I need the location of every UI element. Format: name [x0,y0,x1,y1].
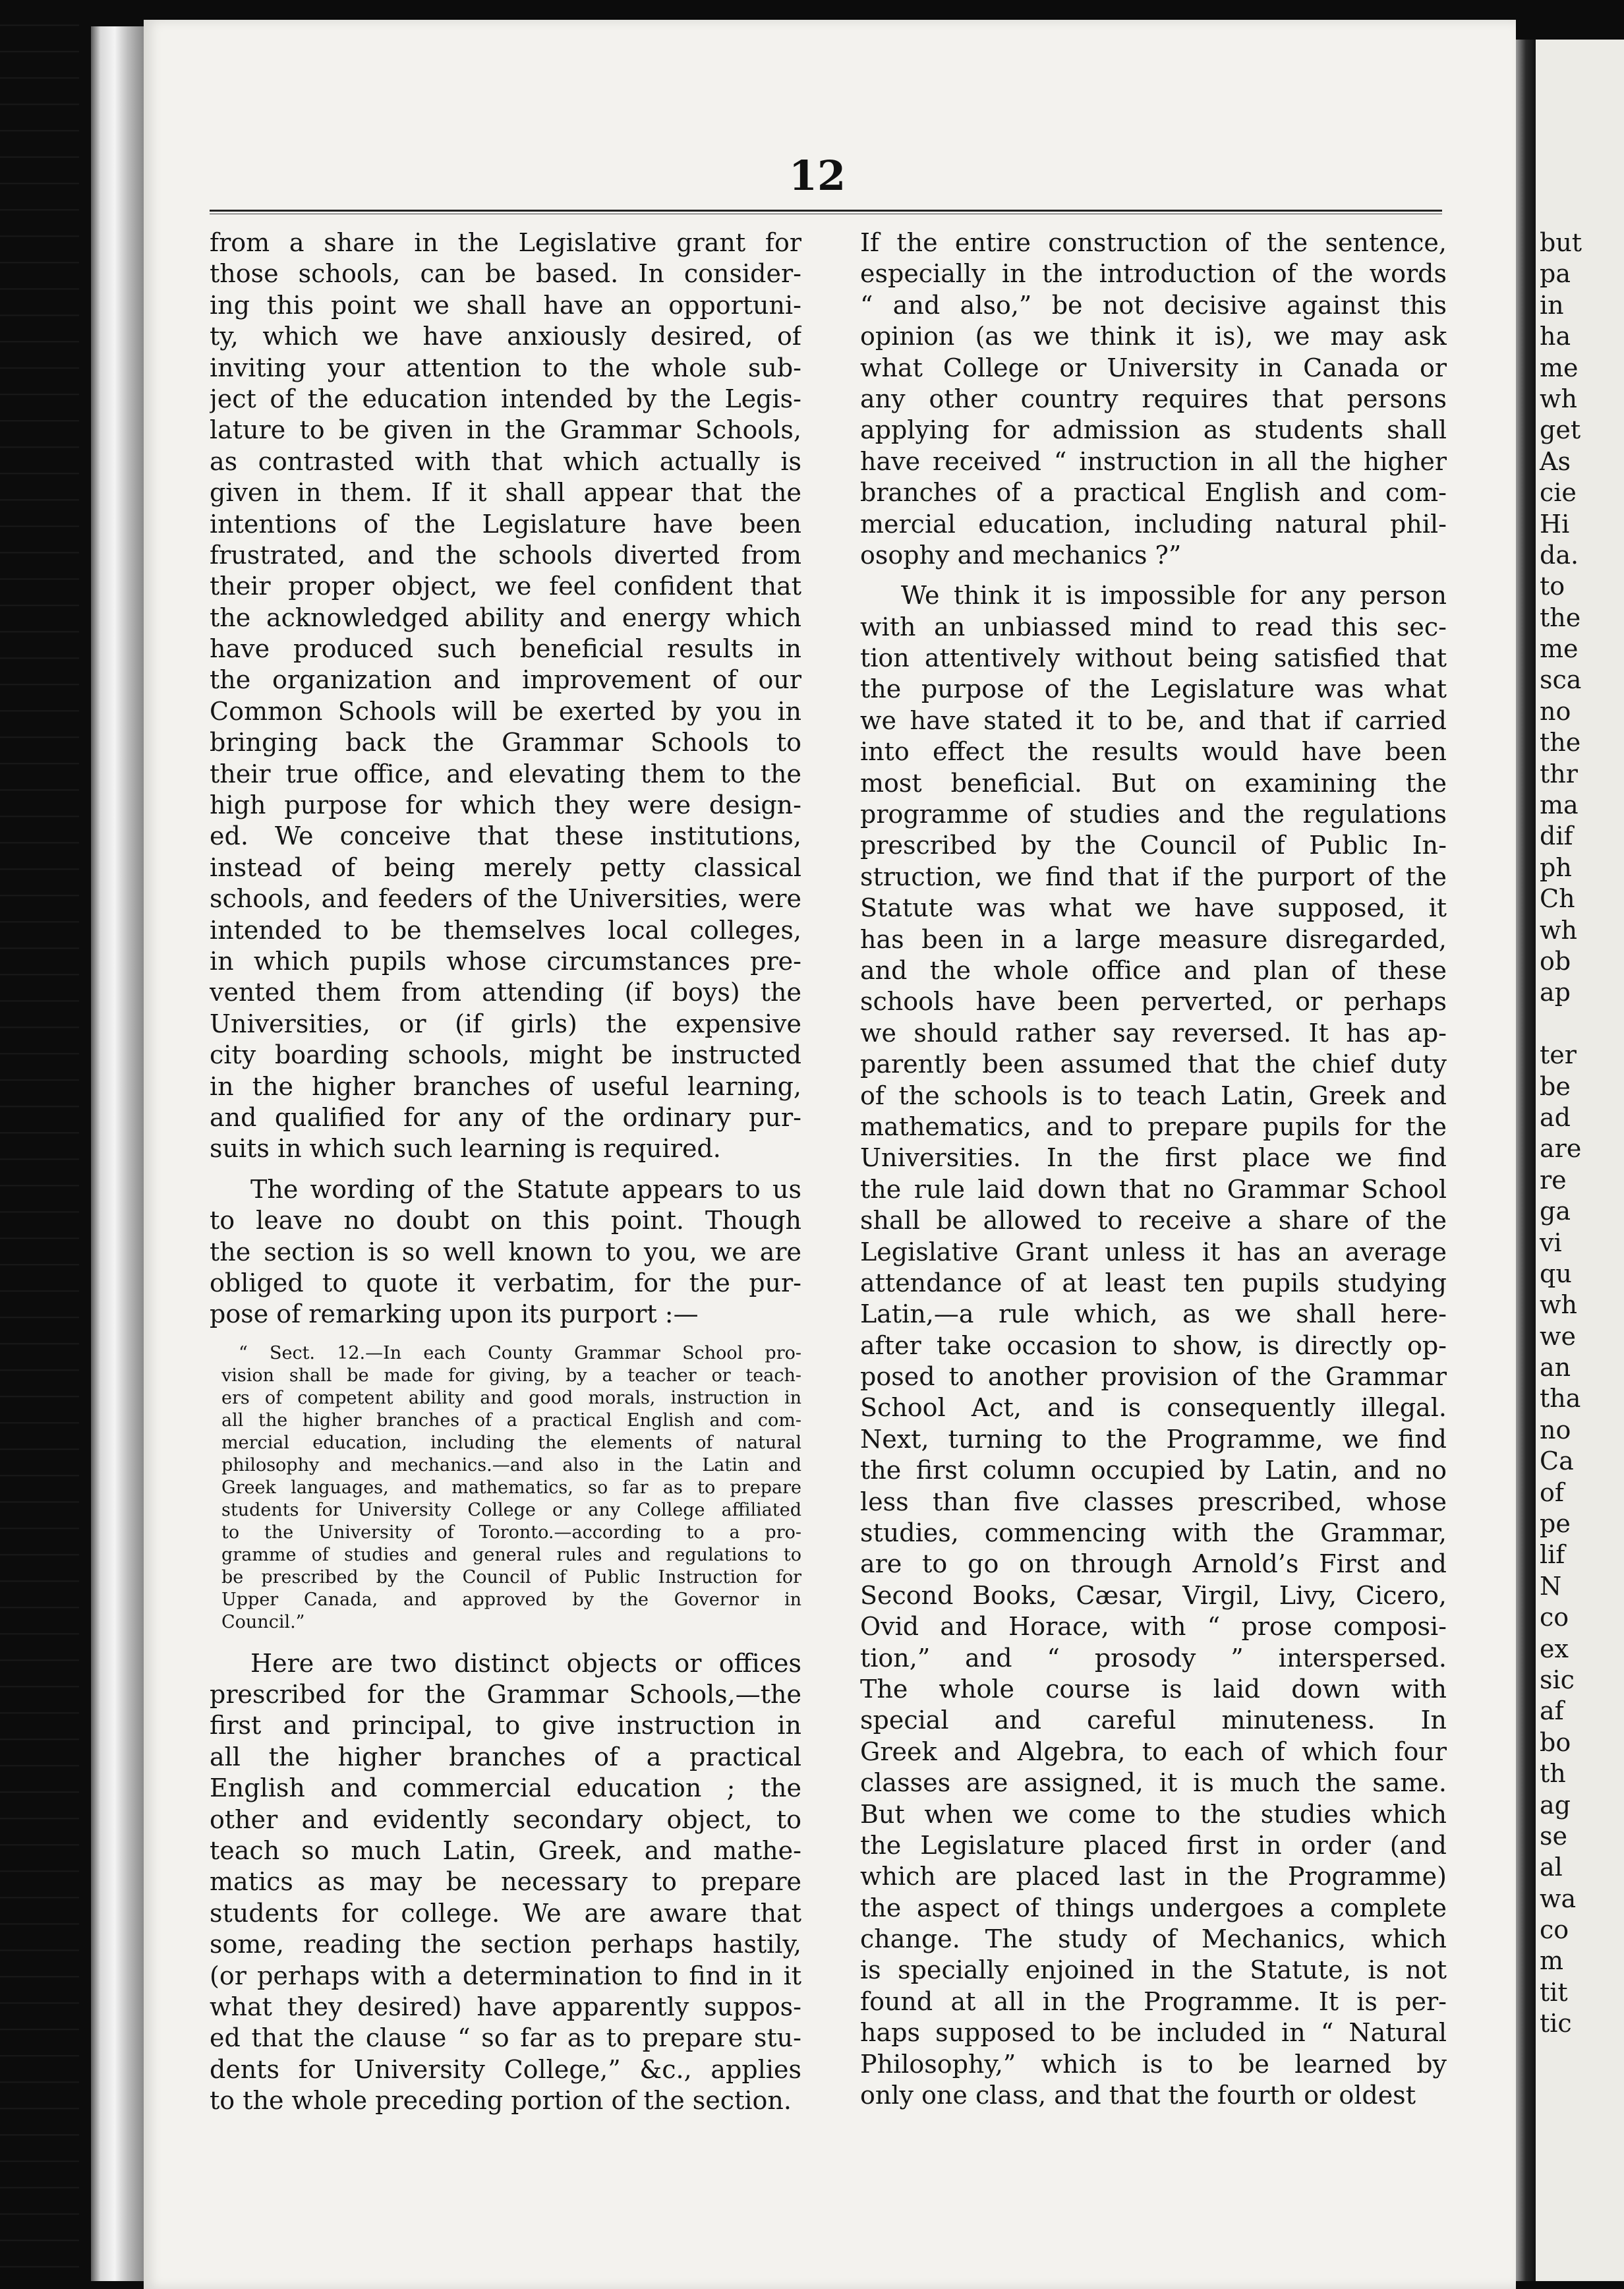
facing-fragment: ad [1540,1102,1571,1132]
text-line: change. The study of Mechanics, which [860,1924,1447,1954]
text-line: we should rather say reversed. It has ap- [860,1018,1447,1048]
facing-fragment: lif [1540,1540,1565,1570]
text-line: The wording of the Statute appears to us [250,1174,801,1204]
text-line: be prescribed by the Council of Public Instruction for [221,1566,801,1588]
text-line: ed that the clause “ so far as to prepare stu- [210,2023,801,2053]
text-line: teach so much Latin, Greek, and mathe- [210,1836,801,1866]
text-line: Council.” [221,1611,305,1632]
text-line: the first column occupied by Latin, and no [860,1456,1447,1485]
text-line: prescribed for the Grammar Schools,—the [210,1680,801,1709]
text-line: what College or University in Canada or [860,353,1447,382]
text-line: and the whole office and plan of these [860,955,1447,985]
text-line: are to go on through Arnold’s First and [860,1549,1447,1579]
text-line: given in them. If it shall appear that the [210,478,801,508]
facing-fragment: thr [1540,759,1578,788]
text-line: as contrasted with that which actually is [210,446,801,476]
text-line: to leave no doubt on this point. Though [210,1206,801,1235]
text-line: obliged to quote it verbatim, for the pur- [210,1268,801,1297]
facing-fragment: cie [1540,478,1577,508]
scan-edge [0,0,79,2289]
facing-fragment: N [1540,1571,1562,1601]
facing-fragment: se [1540,1821,1567,1851]
facing-fragment: sca [1540,665,1582,695]
facing-fragment: in [1540,290,1564,320]
text-line: Greek and Algebra, to each of which four [860,1737,1447,1766]
text-line: vision shall be made for giving, by a teacher or teach- [221,1365,801,1386]
text-line: Next, turning to the Programme, we find [860,1424,1447,1454]
text-line: into effect the results would have been [860,737,1447,767]
facing-fragment: al [1540,1853,1563,1882]
facing-fragment: ga [1540,1197,1571,1226]
facing-fragment: ex [1540,1634,1569,1663]
text-line: especially in the introduction of the words [860,259,1447,289]
text-line: studies, commencing with the Grammar, [860,1518,1447,1548]
text-line: pose of remarking upon its purport :— [210,1299,699,1329]
text-line: ed. We conceive that these institutions, [210,821,801,851]
facing-fragment: tit [1540,1977,1568,2007]
text-line: “ and also,” be not decisive against this [860,290,1447,320]
text-line: Universities. In the first place we find [860,1143,1447,1173]
text-line: gramme of studies and general rules and regulations to [221,1544,801,1565]
text-line: opinion (as we think it is), we may ask [860,322,1447,351]
text-line: the section is so well known to you, we are [210,1237,801,1266]
text-line: less than five classes prescribed, whose [860,1487,1447,1516]
text-line: Philosophy,” which is to be learned by [860,2049,1447,2079]
text-line: students for college. We are aware that [210,1898,801,1928]
facing-fragment: As [1540,446,1571,476]
facing-fragment: vi [1540,1228,1562,1257]
facing-fragment: the [1540,728,1581,758]
text-line: of the schools is to teach Latin, Greek and [860,1081,1447,1110]
text-line: tion attentively without being satisfied that [860,643,1447,673]
text-line: Second Books, Cæsar, Virgil, Livy, Cicero, [860,1580,1447,1610]
text-line: schools, and feeders of the Universities, were [210,884,801,914]
facing-fragment: we [1540,1321,1577,1351]
text-line: to the University of Toronto.—according to a pro- [221,1522,801,1543]
text-line: programme of studies and the regulations [860,800,1447,829]
text-line: osophy and mechanics ?” [860,540,1182,570]
facing-fragment: me [1540,353,1579,382]
text-line: tion,” and “ prosody ” interspersed. [860,1643,1447,1673]
text-line: ject of the education intended by the Legis- [210,384,801,413]
text-line: city boarding schools, might be instructed [210,1040,801,1070]
text-line: Statute was what we have supposed, it [860,893,1447,923]
text-line: branches of a practical English and com- [860,478,1447,508]
text-line: Universities, or (if girls) the expensive [210,1009,801,1038]
text-line: with an unbiassed mind to read this sec- [860,612,1447,641]
facing-fragment: ph [1540,852,1572,882]
text-line: any other country requires that persons [860,384,1447,413]
text-line: vented them from attending (if boys) the [210,978,801,1007]
facing-fragment: Hi [1540,509,1570,539]
text-line: Common Schools will be exerted by you in [210,696,801,726]
text-line: other and evidently secondary object, to [210,1804,801,1834]
text-line: the Legislature placed first in order (and [860,1830,1447,1860]
text-line: ers of competent ability and good morals, instruction in [221,1387,801,1408]
text-line: is specially enjoined in the Statute, is not [860,1955,1447,1985]
text-line: prescribed by the Council of Public In- [860,831,1447,860]
text-line: bringing back the Grammar Schools to [210,728,801,758]
facing-fragment: ter [1540,1040,1577,1070]
text-line: the rule laid down that no Grammar School [860,1174,1447,1204]
text-line: We think it is impossible for any person [901,581,1447,610]
facing-fragment: qu [1540,1259,1572,1288]
text-line: in which pupils whose circumstances pre- [210,946,801,976]
text-line: philosophy and mechanics.—and also in the Latin and [221,1454,801,1475]
text-line: struction, we find that if the purport of the [860,862,1447,891]
text-line: special and careful minuteness. In [860,1706,1447,1735]
text-line: matics as may be necessary to prepare [210,1867,801,1897]
text-line: suits in which such learning is required. [210,1134,721,1164]
text-line: most beneficial. But on examining the [860,768,1447,798]
facing-fragment: pa [1540,259,1571,289]
facing-fragment: da. [1540,540,1579,570]
text-line: some, reading the section perhaps hastily, [210,1930,801,1959]
right-column [860,227,1447,2111]
text-line: in the higher branches of useful learning, [210,1071,801,1101]
facing-fragment: th [1540,1759,1566,1789]
text-line: The whole course is laid down with [860,1674,1447,1704]
facing-fragment: sic [1540,1665,1575,1694]
text-line: dents for University College,” &c., applies [210,2054,801,2084]
text-line: classes are assigned, it is much the same. [860,1768,1447,1798]
facing-fragment: dif [1540,821,1573,851]
facing-fragment: ag [1540,1790,1571,1820]
facing-fragment: wa [1540,1884,1577,1913]
text-line: found at all in the Programme. It is per- [860,1986,1447,2016]
facing-fragment: wh [1540,915,1577,945]
facing-fragment: are [1540,1134,1582,1164]
text-line: those schools, can be based. In consider- [210,259,801,289]
facing-fragment: bo [1540,1727,1571,1757]
text-line: what they desired) have apparently suppos- [210,1992,801,2021]
left-column [210,227,801,2117]
text-line: Greek languages, and mathematics, so far as to prepare [221,1477,801,1498]
text-line: from a share in the Legislative grant for [210,228,801,257]
facing-fragment: Ca [1540,1446,1574,1476]
facing-fragment: wh [1540,384,1577,413]
text-line: intended to be themselves local colleges, [210,915,801,945]
right-paragraph-2 [860,580,1447,2111]
right-paragraph-1 [860,227,1447,571]
text-line: parently been assumed that the chief duty [860,1050,1447,1079]
facing-fragment: tic [1540,2009,1572,2038]
facing-fragment: but [1540,228,1582,257]
text-line: the aspect of things undergoes a complete [860,1893,1447,1922]
text-line: only one class, and that the fourth or oldest [860,2081,1416,2110]
facing-fragment: Ch [1540,884,1575,914]
left-paragraph-3 [210,1648,801,2117]
text-line: Legislative Grant unless it has an average [860,1237,1447,1266]
facing-page-text [1540,227,1624,2040]
page-gutter [1516,40,1536,2281]
facing-fragment [1540,1009,1624,1040]
text-line: shall be allowed to receive a share of the [860,1206,1447,1235]
text-line: have received “ instruction in all the higher [860,446,1447,476]
text-line: (or perhaps with a determination to find in it [210,1961,801,1990]
text-line: Latin,—a rule which, as we shall here- [860,1299,1447,1329]
text-line: School Act, and is consequently illegal. [860,1393,1447,1423]
facing-fragment: wh [1540,1290,1577,1320]
text-line: has been in a large measure disregarded, [860,924,1447,954]
text-line: we have stated it to be, and that if carried [860,705,1447,735]
text-line: the purpose of the Legislature was what [860,674,1447,704]
facing-fragment: ha [1540,322,1571,351]
header-rule [210,210,1442,214]
text-line: first and principal, to give instruction in [210,1711,801,1740]
text-line: ty, which we have anxiously desired, of [210,322,801,351]
text-line: haps supposed to be included in “ Natural [860,2018,1447,2048]
text-line: the acknowledged ability and energy which [210,603,801,632]
text-line: intentions of the Legislature have been [210,509,801,539]
text-line: which are placed last in the Programme) [860,1862,1447,1891]
text-line: lature to be given in the Grammar Schools, [210,415,801,445]
facing-fragment: co [1540,1603,1569,1632]
facing-fragment: of [1540,1477,1564,1507]
facing-fragment: ma [1540,790,1579,820]
text-line: and qualified for any of the ordinary pur- [210,1102,801,1132]
facing-fragment: the [1540,603,1581,632]
text-line: all the higher branches of a practical English and com- [221,1410,801,1431]
text-line: students for University College or any College affiliated [221,1499,801,1520]
text-line: their proper object, we feel confident that [210,572,801,601]
text-line: English and commercial education ; the [210,1773,801,1803]
facing-fragment: m [1540,1946,1564,1976]
facing-fragment: ob [1540,946,1571,976]
facing-fragment: no [1540,1415,1571,1444]
facing-fragment: get [1540,415,1581,445]
facing-fragment: to [1540,572,1565,601]
text-line: all the higher branches of a practical [210,1742,801,1771]
text-line: “ Sect. 12.—In each County Grammar School pro- [239,1342,801,1363]
facing-fragment: ap [1540,978,1571,1007]
text-line: If the entire construction of the sentence, [860,228,1447,257]
text-line: ing this point we shall have an opportuni- [210,290,801,320]
text-line: applying for admission as students shall [860,415,1447,445]
facing-fragment: me [1540,634,1579,664]
facing-fragment: tha [1540,1384,1581,1413]
text-line: high purpose for which they were design- [210,790,801,820]
text-line: instead of being merely petty classical [210,852,801,882]
book-binding [91,26,144,2281]
text-line: Here are two distinct objects or offices [250,1648,801,1678]
facing-fragment: pe [1540,1509,1571,1539]
facing-fragment: co [1540,1915,1569,1945]
text-line: inviting your attention to the whole sub- [210,353,801,382]
left-paragraph-2 [210,1174,801,1330]
text-line: Ovid and Horace, with “ prose composi- [860,1612,1447,1642]
text-line: their true office, and elevating them to the [210,759,801,788]
facing-fragment: be [1540,1071,1571,1101]
text-line: attendance of at least ten pupils studying [860,1268,1447,1297]
text-line: mercial education, including the elements of natural [221,1432,801,1453]
text-line: mercial education, including natural phil- [860,509,1447,539]
text-line: the organization and improvement of our [210,665,801,695]
facing-fragment: no [1540,696,1571,726]
text-line: have produced such beneficial results in [210,634,801,664]
text-line: Upper Canada, and approved by the Governor in [221,1589,801,1610]
facing-fragment: re [1540,1165,1567,1195]
text-line: mathematics, and to prepare pupils for the [860,1112,1447,1141]
page-number: 12 [788,152,846,200]
statute-quote [210,1342,801,1634]
text-line: schools have been perverted, or perhaps [860,987,1447,1017]
text-line: frustrated, and the schools diverted from [210,540,801,570]
text-line: after take occasion to show, is directly op- [860,1330,1447,1360]
text-line: posed to another provision of the Grammar [860,1362,1447,1392]
facing-fragment: an [1540,1353,1571,1382]
text-line: But when we come to the studies which [860,1799,1447,1829]
text-line: to the whole preceding portion of the section. [210,2086,792,2116]
facing-fragment: af [1540,1696,1564,1726]
left-paragraph-1 [210,227,801,1165]
